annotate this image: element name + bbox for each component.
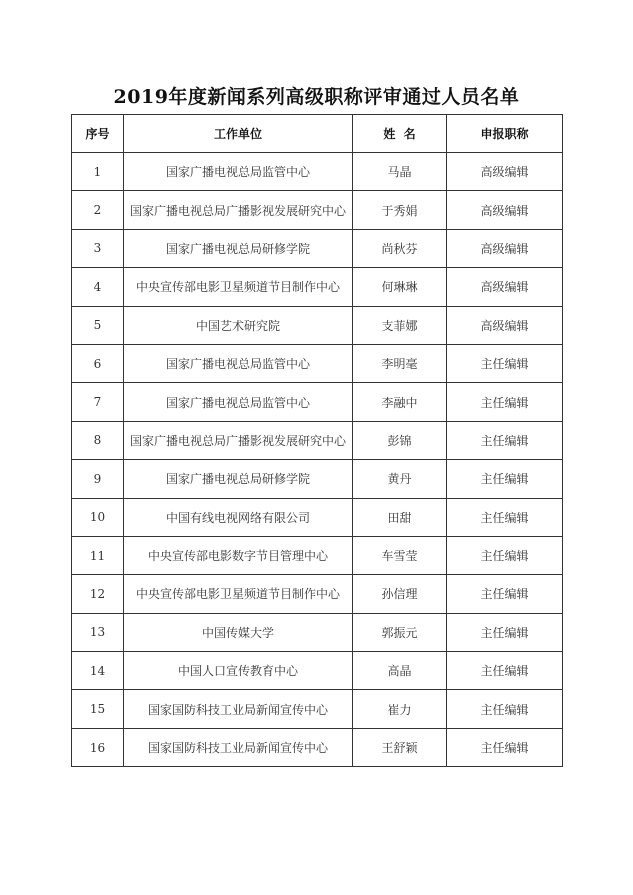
cell-work-unit: 中国有线电视网络有限公司 — [124, 498, 353, 536]
cell-applied-title: 主任编辑 — [447, 575, 563, 613]
cell-applied-title: 高级编辑 — [447, 229, 563, 267]
cell-serial-number: 8 — [72, 421, 124, 459]
header-row — [72, 115, 563, 153]
cell-applied-title: 主任编辑 — [447, 536, 563, 574]
header-serial-number: 序号 — [72, 115, 124, 153]
cell-name: 彭锦 — [353, 421, 447, 459]
cell-name: 高晶 — [353, 652, 447, 690]
cell-name: 王舒颖 — [353, 728, 447, 766]
table-row — [72, 536, 563, 574]
cell-applied-title: 主任编辑 — [447, 652, 563, 690]
table-row — [72, 421, 563, 459]
cell-applied-title: 主任编辑 — [447, 460, 563, 498]
cell-serial-number: 3 — [72, 229, 124, 267]
cell-name: 马晶 — [353, 153, 447, 191]
table-row — [72, 229, 563, 267]
table-row — [72, 344, 563, 382]
cell-work-unit: 中国艺术研究院 — [124, 306, 353, 344]
table-row — [72, 306, 563, 344]
table-row — [72, 652, 563, 690]
cell-work-unit: 中国传媒大学 — [124, 613, 353, 651]
cell-name: 黄丹 — [353, 460, 447, 498]
cell-applied-title: 主任编辑 — [447, 421, 563, 459]
header-name: 姓 名 — [353, 115, 447, 153]
cell-serial-number: 11 — [72, 536, 124, 574]
table-row — [72, 153, 563, 191]
table-row — [72, 613, 563, 651]
cell-serial-number: 7 — [72, 383, 124, 421]
cell-serial-number: 5 — [72, 306, 124, 344]
cell-serial-number: 9 — [72, 460, 124, 498]
cell-serial-number: 1 — [72, 153, 124, 191]
cell-work-unit: 中央宣传部电影卫星频道节目制作中心 — [124, 575, 353, 613]
cell-serial-number: 10 — [72, 498, 124, 536]
table-row — [72, 191, 563, 229]
cell-name: 支菲娜 — [353, 306, 447, 344]
cell-work-unit: 国家国防科技工业局新闻宣传中心 — [124, 690, 353, 728]
table-row — [72, 575, 563, 613]
cell-name: 尚秋芬 — [353, 229, 447, 267]
cell-applied-title: 主任编辑 — [447, 613, 563, 651]
cell-work-unit: 国家广播电视总局广播影视发展研究中心 — [124, 421, 353, 459]
cell-applied-title: 高级编辑 — [447, 191, 563, 229]
cell-applied-title: 主任编辑 — [447, 344, 563, 382]
cell-name: 车雪莹 — [353, 536, 447, 574]
cell-work-unit: 国家国防科技工业局新闻宣传中心 — [124, 728, 353, 766]
cell-serial-number: 14 — [72, 652, 124, 690]
cell-serial-number: 2 — [72, 191, 124, 229]
cell-name: 李明毫 — [353, 344, 447, 382]
table-row — [72, 728, 563, 766]
table-row — [72, 690, 563, 728]
cell-applied-title: 高级编辑 — [447, 306, 563, 344]
cell-work-unit: 国家广播电视总局监管中心 — [124, 153, 353, 191]
cell-work-unit: 中国人口宣传教育中心 — [124, 652, 353, 690]
header-applied-title: 申报职称 — [447, 115, 563, 153]
cell-applied-title: 高级编辑 — [447, 153, 563, 191]
cell-applied-title: 主任编辑 — [447, 728, 563, 766]
cell-work-unit: 中央宣传部电影卫星频道节目制作中心 — [124, 268, 353, 306]
cell-serial-number: 15 — [72, 690, 124, 728]
cell-name: 李融中 — [353, 383, 447, 421]
table-row — [72, 460, 563, 498]
header-work-unit: 工作单位 — [124, 115, 353, 153]
table-header — [72, 115, 563, 153]
cell-work-unit: 国家广播电视总局监管中心 — [124, 344, 353, 382]
page-title: 2019年度新闻系列高级职称评审通过人员名单 — [113, 86, 520, 108]
cell-applied-title: 主任编辑 — [447, 498, 563, 536]
roster-table — [71, 114, 563, 767]
cell-work-unit: 国家广播电视总局研修学院 — [124, 229, 353, 267]
cell-work-unit: 中央宣传部电影数字节目管理中心 — [124, 536, 353, 574]
cell-name: 崔力 — [353, 690, 447, 728]
cell-serial-number: 12 — [72, 575, 124, 613]
cell-serial-number: 4 — [72, 268, 124, 306]
cell-name: 郭振元 — [353, 613, 447, 651]
table-body — [72, 153, 563, 767]
cell-serial-number: 16 — [72, 728, 124, 766]
cell-serial-number: 6 — [72, 344, 124, 382]
cell-applied-title: 主任编辑 — [447, 690, 563, 728]
cell-work-unit: 国家广播电视总局研修学院 — [124, 460, 353, 498]
cell-name: 于秀娟 — [353, 191, 447, 229]
cell-work-unit: 国家广播电视总局广播影视发展研究中心 — [124, 191, 353, 229]
table-row — [72, 498, 563, 536]
cell-name: 田甜 — [353, 498, 447, 536]
table-row — [72, 268, 563, 306]
cell-name: 何琳琳 — [353, 268, 447, 306]
cell-applied-title: 高级编辑 — [447, 268, 563, 306]
table-row — [72, 383, 563, 421]
cell-applied-title: 主任编辑 — [447, 383, 563, 421]
cell-work-unit: 国家广播电视总局监管中心 — [124, 383, 353, 421]
cell-serial-number: 13 — [72, 613, 124, 651]
cell-name: 孙信理 — [353, 575, 447, 613]
